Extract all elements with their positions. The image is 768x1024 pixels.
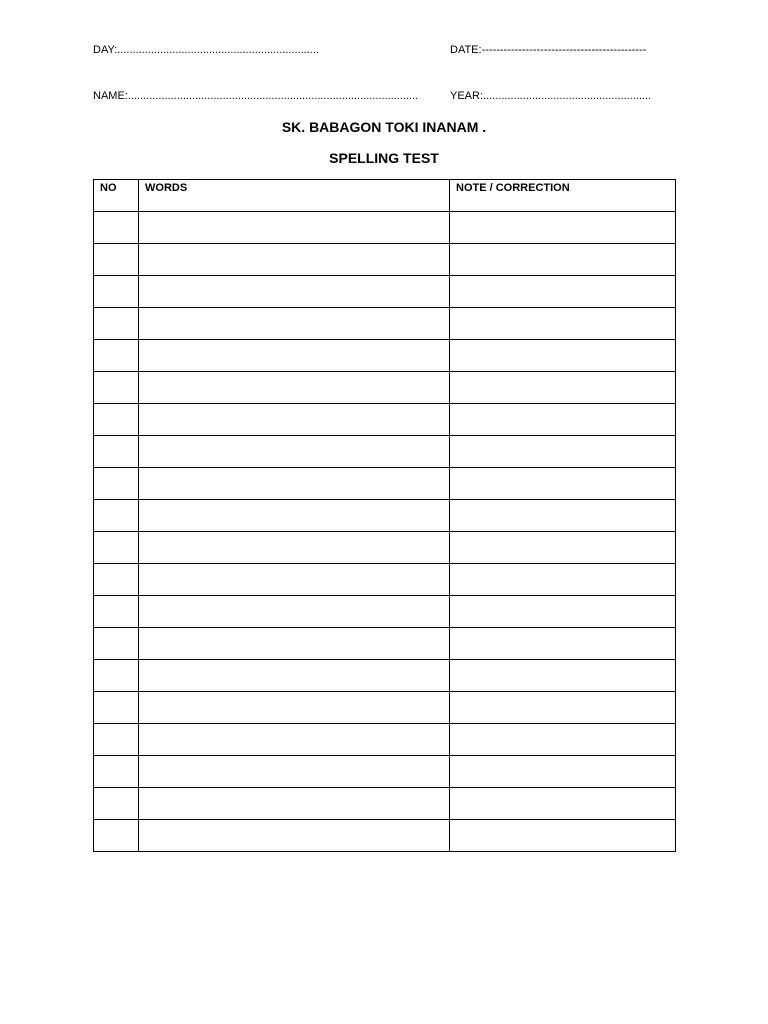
table-row (94, 820, 676, 852)
table-row (94, 372, 676, 404)
correction-cell[interactable] (450, 532, 676, 564)
table-header-row (94, 180, 676, 212)
correction-cell[interactable] (450, 820, 676, 852)
correction-cell[interactable] (450, 756, 676, 788)
word-cell[interactable] (139, 724, 450, 756)
word-cell[interactable] (139, 820, 450, 852)
name-field: NAME:............................................................................................... (93, 90, 419, 102)
row-number-cell (94, 660, 139, 692)
table-row (94, 468, 676, 500)
correction-cell[interactable] (450, 500, 676, 532)
word-cell[interactable] (139, 692, 450, 724)
row-number-cell (94, 788, 139, 820)
row-number-cell (94, 564, 139, 596)
word-cell[interactable] (139, 564, 450, 596)
row-number-cell (94, 692, 139, 724)
correction-cell[interactable] (450, 436, 676, 468)
word-cell[interactable] (139, 308, 450, 340)
row-number-cell (94, 212, 139, 244)
year-field: YEAR:....................................................... (450, 90, 652, 102)
correction-cell[interactable] (450, 276, 676, 308)
table-row (94, 756, 676, 788)
correction-cell[interactable] (450, 596, 676, 628)
row-number-cell (94, 276, 139, 308)
column-header-no: NO (94, 180, 139, 212)
correction-cell[interactable] (450, 212, 676, 244)
correction-cell[interactable] (450, 788, 676, 820)
table-row (94, 212, 676, 244)
correction-cell[interactable] (450, 244, 676, 276)
table-row (94, 628, 676, 660)
word-cell[interactable] (139, 628, 450, 660)
row-number-cell (94, 340, 139, 372)
word-cell[interactable] (139, 244, 450, 276)
word-cell[interactable] (139, 468, 450, 500)
row-number-cell (94, 436, 139, 468)
row-number-cell (94, 468, 139, 500)
date-field: DATE:--------------------------------------------- (450, 44, 647, 56)
table-row (94, 276, 676, 308)
word-cell[interactable] (139, 276, 450, 308)
row-number-cell (94, 532, 139, 564)
word-cell[interactable] (139, 436, 450, 468)
row-number-cell (94, 820, 139, 852)
correction-cell[interactable] (450, 372, 676, 404)
correction-cell[interactable] (450, 564, 676, 596)
correction-cell[interactable] (450, 628, 676, 660)
table-body (94, 212, 676, 852)
table-row (94, 564, 676, 596)
table-row (94, 308, 676, 340)
day-field: DAY:.................................................................. (93, 44, 319, 56)
table-row (94, 244, 676, 276)
column-header-note: NOTE / CORRECTION (450, 180, 676, 212)
word-cell[interactable] (139, 404, 450, 436)
word-cell[interactable] (139, 788, 450, 820)
row-number-cell (94, 500, 139, 532)
correction-cell[interactable] (450, 660, 676, 692)
school-title: SK. BABAGON TOKI INANAM . (281, 119, 487, 135)
table-row (94, 340, 676, 372)
word-cell[interactable] (139, 532, 450, 564)
table-row (94, 500, 676, 532)
row-number-cell (94, 756, 139, 788)
correction-cell[interactable] (450, 340, 676, 372)
table-row (94, 724, 676, 756)
correction-cell[interactable] (450, 308, 676, 340)
row-number-cell (94, 308, 139, 340)
test-title: SPELLING TEST (329, 150, 439, 166)
correction-cell[interactable] (450, 404, 676, 436)
correction-cell[interactable] (450, 724, 676, 756)
spelling-table (93, 179, 676, 852)
word-cell[interactable] (139, 756, 450, 788)
word-cell[interactable] (139, 340, 450, 372)
word-cell[interactable] (139, 596, 450, 628)
correction-cell[interactable] (450, 692, 676, 724)
table-row (94, 436, 676, 468)
table-row (94, 532, 676, 564)
word-cell[interactable] (139, 372, 450, 404)
row-number-cell (94, 404, 139, 436)
word-cell[interactable] (139, 212, 450, 244)
row-number-cell (94, 372, 139, 404)
row-number-cell (94, 628, 139, 660)
table-row (94, 596, 676, 628)
row-number-cell (94, 724, 139, 756)
table-row (94, 692, 676, 724)
word-cell[interactable] (139, 500, 450, 532)
table-row (94, 404, 676, 436)
column-header-words: WORDS (139, 180, 450, 212)
correction-cell[interactable] (450, 468, 676, 500)
table-row (94, 788, 676, 820)
row-number-cell (94, 596, 139, 628)
row-number-cell (94, 244, 139, 276)
table-row (94, 660, 676, 692)
word-cell[interactable] (139, 660, 450, 692)
